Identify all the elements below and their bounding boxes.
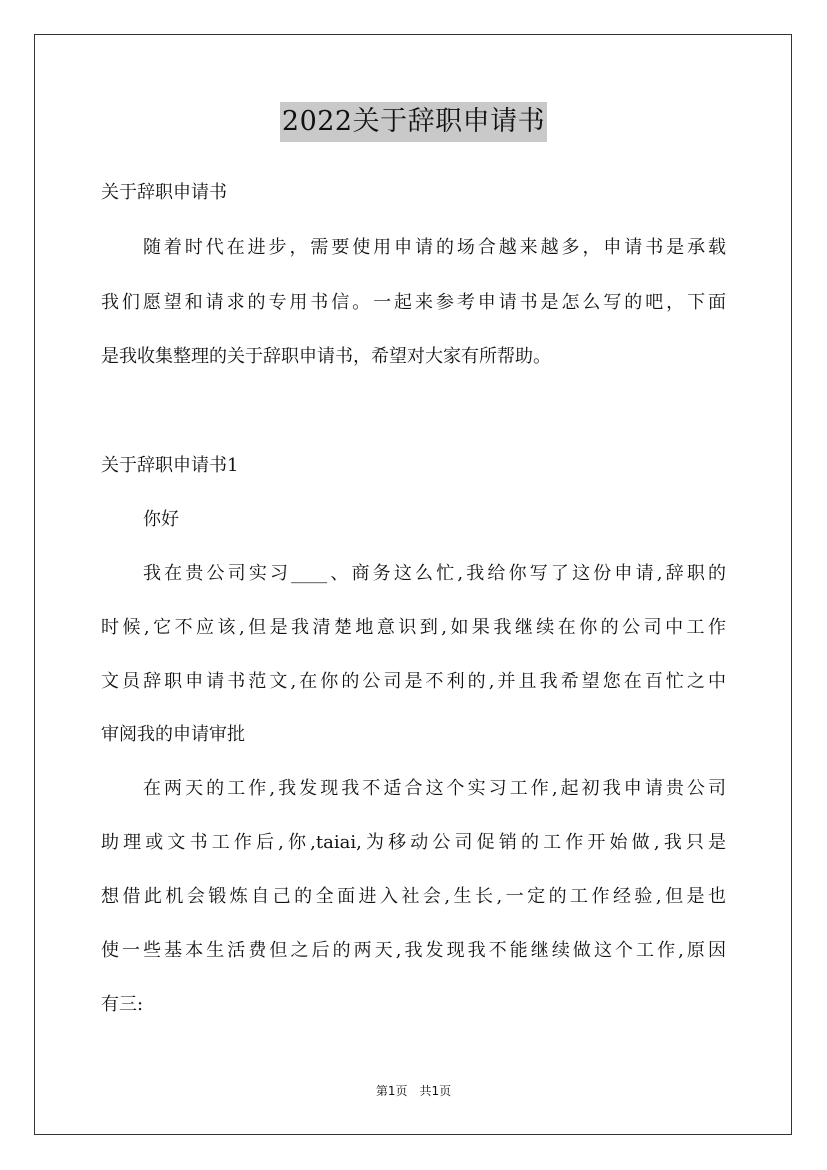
intro-line: 我们愿望和请求的专用书信。一起来参考申请书是怎么写的吧，下面 bbox=[101, 292, 726, 313]
intro-line: 随着时代在进步，需要使用申请的场合越来越多，申请书是承载 bbox=[143, 237, 726, 258]
paragraph-line: 时候,它不应该,但是我清楚地意识到,如果我继续在你的公司中工作 bbox=[101, 617, 726, 638]
paragraph-line: 在两天的工作,我发现我不适合这个实习工作,起初我申请贵公司 bbox=[143, 778, 726, 799]
paragraph-line: 有三: bbox=[101, 994, 144, 1015]
greeting: 你好 bbox=[143, 509, 179, 530]
title-container bbox=[0, 102, 827, 142]
paragraph-line: 我在贵公司实习____、商务这么忙,我给你写了这份申请,辞职的 bbox=[143, 563, 726, 584]
letter-heading: 关于辞职申请书1 bbox=[101, 455, 239, 476]
paragraph-line: 文员辞职申请书范文,在你的公司是不利的,并且我希望您在百忙之中 bbox=[101, 671, 726, 692]
intro-line: 是我收集整理的关于辞职申请书，希望对大家有所帮助。 bbox=[101, 346, 551, 367]
paragraph-line: 助理或文书工作后,你,taiai,为移动公司促销的工作开始做,我只是 bbox=[101, 832, 726, 853]
paragraph-line: 审阅我的申请审批 bbox=[101, 724, 245, 745]
page-footer: 第1页 共1页 bbox=[375, 1084, 452, 1098]
section-heading: 关于辞职申请书 bbox=[101, 182, 227, 203]
document-title: 2022关于辞职申请书 bbox=[280, 102, 547, 142]
paragraph-line: 想借此机会锻炼自己的全面进入社会,生长,一定的工作经验,但是也 bbox=[101, 886, 726, 907]
paragraph-line: 使一些基本生活费但之后的两天,我发现我不能继续做这个工作,原因 bbox=[101, 940, 726, 961]
